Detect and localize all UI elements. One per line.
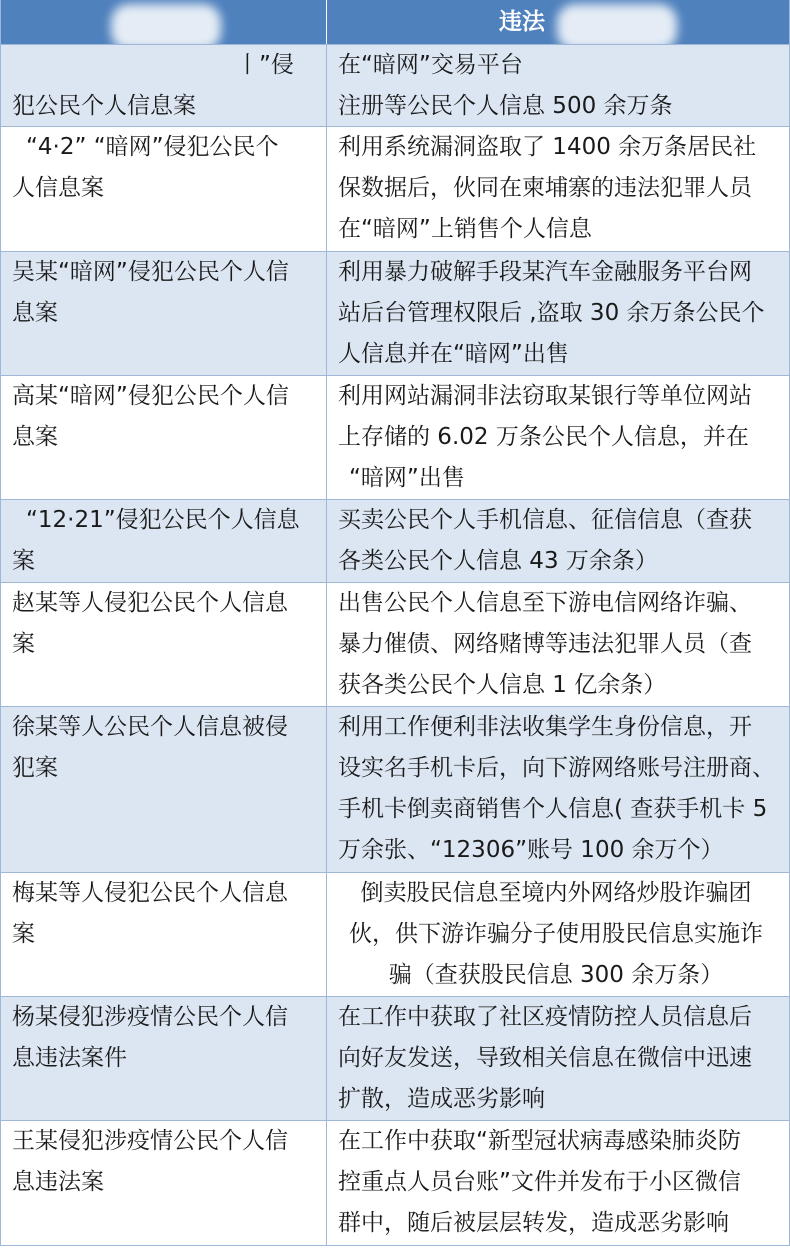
behavior-line: 扩散，造成恶劣影响 [338, 1086, 545, 1112]
case-name-cell [1, 1121, 327, 1245]
case-name-line: “4·2” “暗网”侵犯公民个 [26, 134, 279, 160]
case-name-line: 梅某等人侵犯公民个人信息 [12, 880, 288, 906]
header-col-behavior: 违法 [499, 9, 545, 35]
case-name-line: 案 [12, 921, 35, 947]
behavior-cell [327, 376, 789, 499]
case-name-cell [1, 873, 327, 996]
table-row [1, 582, 789, 706]
table-row [1, 499, 789, 582]
redaction-blur [111, 4, 221, 44]
case-name-line: 吴某“暗网”侵犯公民个人信 [12, 259, 289, 285]
case-name-cell [1, 500, 327, 582]
behavior-line: 万余张、“12306”账号 100 余万个） [338, 837, 724, 863]
behavior-line: 暴力催债、网络赌博等违法犯罪人员（查 [338, 631, 752, 657]
behavior-line: 向好友发送，导致相关信息在微信中迅速 [338, 1045, 752, 1071]
behavior-line: 设实名手机卡后，向下游网络账号注册商、 [338, 755, 775, 781]
case-name-line: 人信息案 [12, 175, 104, 201]
case-name-line: 息案 [12, 424, 58, 450]
behavior-cell [327, 583, 789, 706]
behavior-cell [327, 997, 789, 1120]
case-name-cell [1, 376, 327, 499]
behavior-cell [327, 707, 789, 872]
behavior-line: 买卖公民个人手机信息、征信信息（查获 [338, 507, 752, 533]
behavior-cell [327, 1121, 789, 1245]
table-row [1, 1120, 789, 1245]
table-row [1, 996, 789, 1120]
behavior-line: 在“暗网”交易平台 [338, 52, 523, 78]
behavior-line: “暗网”出售 [349, 465, 465, 491]
behavior-line: 利用网站漏洞非法窃取某银行等单位网站 [338, 383, 752, 409]
behavior-line: 注册等公民个人信息 500 余万条 [338, 93, 673, 119]
table-row [1, 126, 789, 251]
behavior-line: 利用工作便利非法收集学生身份信息，开 [338, 714, 752, 740]
table-body [1, 44, 789, 1245]
table-row [1, 375, 789, 499]
table-row [1, 872, 789, 996]
case-name-line: 犯案 [12, 755, 58, 781]
table-row [1, 251, 789, 375]
behavior-line: 获各类公民个人信息 1 亿余条） [338, 672, 667, 698]
case-name-line: 息案 [12, 300, 58, 326]
case-name-line: 王某侵犯涉疫情公民个人信 [12, 1128, 288, 1154]
behavior-line: 利用系统漏洞盗取了 1400 余万条居民社 [338, 134, 757, 160]
case-name-cell [1, 252, 327, 375]
case-name-cell [1, 45, 327, 126]
behavior-line: 利用暴力破解手段某汽车金融服务平台网 [338, 259, 752, 285]
case-name-line: 犯公民个人信息案 [12, 93, 196, 119]
behavior-line: 在工作中获取“新型冠状病毒感染肺炎防 [338, 1128, 741, 1154]
case-name-line: “12·21”侵犯公民个人信息 [26, 507, 300, 533]
behavior-cell [327, 45, 789, 126]
behavior-line: 上存储的 6.02 万条公民个人信息，并在 [338, 424, 749, 450]
behavior-line: 手机卡倒卖商销售个人信息( 查获手机卡 5 [338, 796, 768, 822]
behavior-line: 群中，随后被层层转发，造成恶劣影响 [338, 1210, 729, 1236]
behavior-cell [327, 127, 789, 251]
case-name-line: 案 [12, 548, 35, 574]
table-row [1, 44, 789, 126]
behavior-line: 保数据后，伙同在柬埔寨的违法犯罪人员 [338, 175, 752, 201]
behavior-line: 在“暗网”上销售个人信息 [338, 216, 592, 242]
case-name-line: 丨”侵 [236, 52, 294, 78]
behavior-line: 站后台管理权限后 ,盗取 30 余万条公民个 [338, 300, 765, 326]
behavior-cell [327, 252, 789, 375]
case-name-line: 杨某侵犯涉疫情公民个人信 [12, 1004, 288, 1030]
table-row [1, 706, 789, 872]
behavior-line: 人信息并在“暗网”出售 [338, 341, 569, 367]
behavior-line: 各类公民个人信息 43 万余条） [338, 548, 658, 574]
case-name-cell [1, 583, 327, 706]
case-name-line: 案 [12, 631, 35, 657]
behavior-line: 出售公民个人信息至下游电信网络诈骗、 [338, 590, 752, 616]
case-name-cell [1, 997, 327, 1120]
behavior-line: 骗（查获股民信息 300 余万条） [388, 962, 724, 988]
behavior-line: 控重点人员台账”文件并发布于小区微信 [338, 1169, 741, 1195]
case-name-line: 徐某等人公民个人信息被侵 [12, 714, 288, 740]
redaction-blur [557, 4, 677, 44]
case-name-line: 息违法案 [12, 1169, 104, 1195]
behavior-cell [327, 500, 789, 582]
behavior-cell [327, 873, 789, 996]
case-name-line: 息违法案件 [12, 1045, 127, 1071]
case-name-cell [1, 707, 327, 872]
case-name-line: 高某“暗网”侵犯公民个人信 [12, 383, 289, 409]
case-name-line: 赵某等人侵犯公民个人信息 [12, 590, 288, 616]
table-header [1, 0, 789, 44]
case-name-cell [1, 127, 327, 251]
behavior-line: 伙，供下游诈骗分子使用股民信息实施诈 [349, 921, 763, 947]
behavior-line: 倒卖股民信息至境内外网络炒股诈骗团 [360, 880, 752, 906]
behavior-line: 在工作中获取了社区疫情防控人员信息后 [338, 1004, 752, 1030]
